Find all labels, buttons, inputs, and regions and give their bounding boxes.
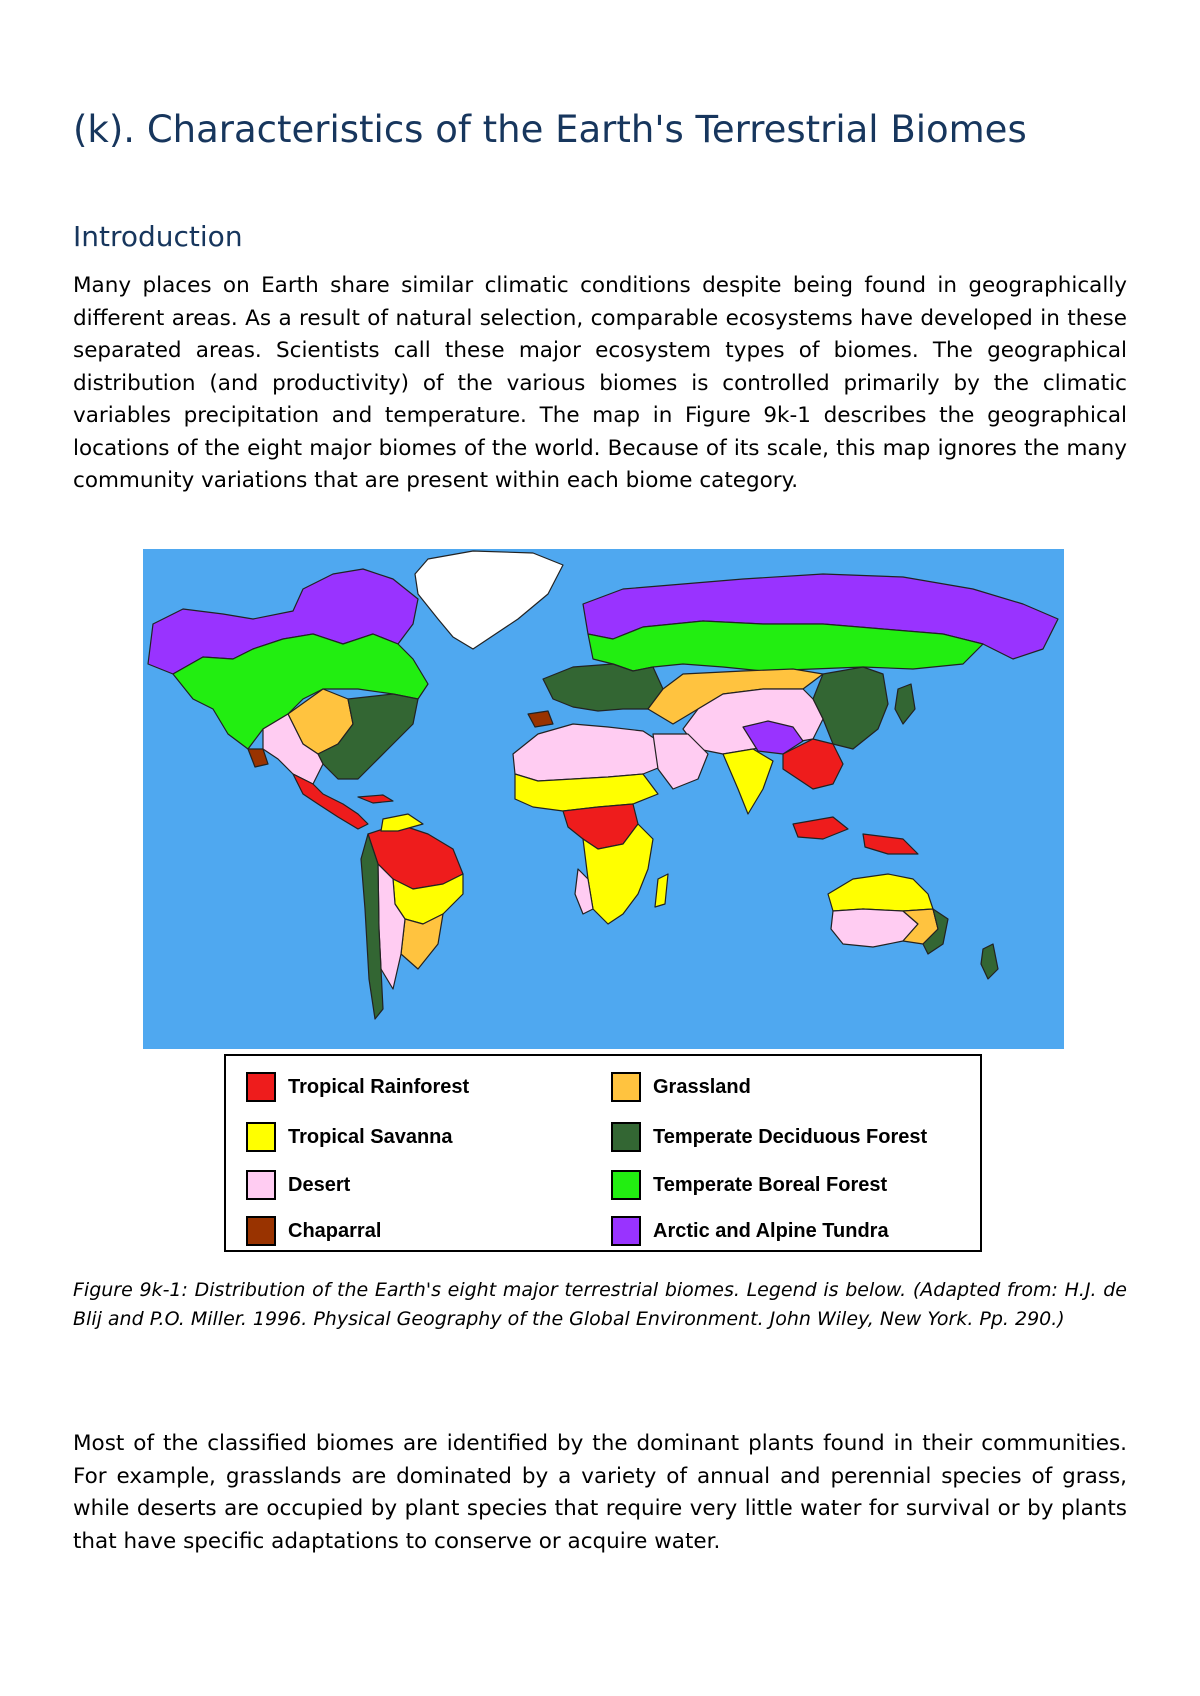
map-legend: [224, 1054, 982, 1252]
legend-label: Desert: [288, 1173, 351, 1196]
legend-label: Grassland: [653, 1075, 751, 1098]
legend-swatch: [246, 1072, 276, 1102]
legend-item-arctic-alpine-tundra: [611, 1214, 889, 1248]
legend-swatch: [611, 1216, 641, 1246]
biome-world-map: [143, 549, 1064, 1049]
page-title: (k). Characteristics of the Earth's Terrestrial Biomes: [73, 108, 1027, 151]
legend-swatch: [246, 1216, 276, 1246]
figure-caption: Figure 9k-1: Distribution of the Earth's eight major terrestrial biomes. Legend is below. (Adapted from: H.J. de Blij and P.O. Miller. 1996. Physical Geography of the Global Environment. John Wiley, New York. Pp. 290.): [73, 1279, 1127, 1330]
legend-swatch: [611, 1072, 641, 1102]
intro-paragraph: Many places on Earth share similar climatic conditions despite being found in geographically different areas. As a result of natural selection, comparable ecosystems have developed in these separated areas. Scientists call these major ecosystem types of biomes. The geographical distribution (and productivity) of the various biomes is controlled primarily by the climatic variables precipitation and temperature. The map in Figure 9k-1 describes the geographical locations of the eight major biomes of the world. Because of its scale, this map ignores the many community variations that are present within each biome category.: [73, 273, 1127, 493]
legend-item-tropical-rainforest: [246, 1070, 469, 1104]
legend-label: Temperate Boreal Forest: [653, 1173, 888, 1196]
legend-item-grassland: [611, 1070, 751, 1104]
section-heading-introduction: Introduction: [73, 220, 243, 253]
legend-label: Tropical Savanna: [288, 1125, 453, 1148]
legend-label: Chaparral: [288, 1219, 382, 1242]
legend-swatch: [611, 1170, 641, 1200]
legend-label: Tropical Rainforest: [288, 1075, 470, 1098]
legend-item-temperate-deciduous-forest: [611, 1120, 927, 1154]
legend-swatch: [246, 1122, 276, 1152]
legend-label: Temperate Deciduous Forest: [653, 1125, 928, 1148]
legend-swatch: [611, 1122, 641, 1152]
legend-item-chaparral: [246, 1214, 381, 1248]
legend-label: Arctic and Alpine Tundra: [653, 1219, 889, 1242]
legend-item-tropical-savanna: [246, 1120, 453, 1154]
legend-item-temperate-boreal-forest: [611, 1168, 887, 1202]
legend-swatch: [246, 1170, 276, 1200]
legend-item-desert: [246, 1168, 350, 1202]
biome-map-svg: [143, 549, 1064, 1049]
body-paragraph: Most of the classified biomes are identified by the dominant plants found in their communities. For example, grasslands are dominated by a variety of annual and perennial species of grass, while deserts are occupied by plant species that require very little water for survival or by plants that have specific adaptations to conserve or acquire water.: [73, 1431, 1127, 1554]
